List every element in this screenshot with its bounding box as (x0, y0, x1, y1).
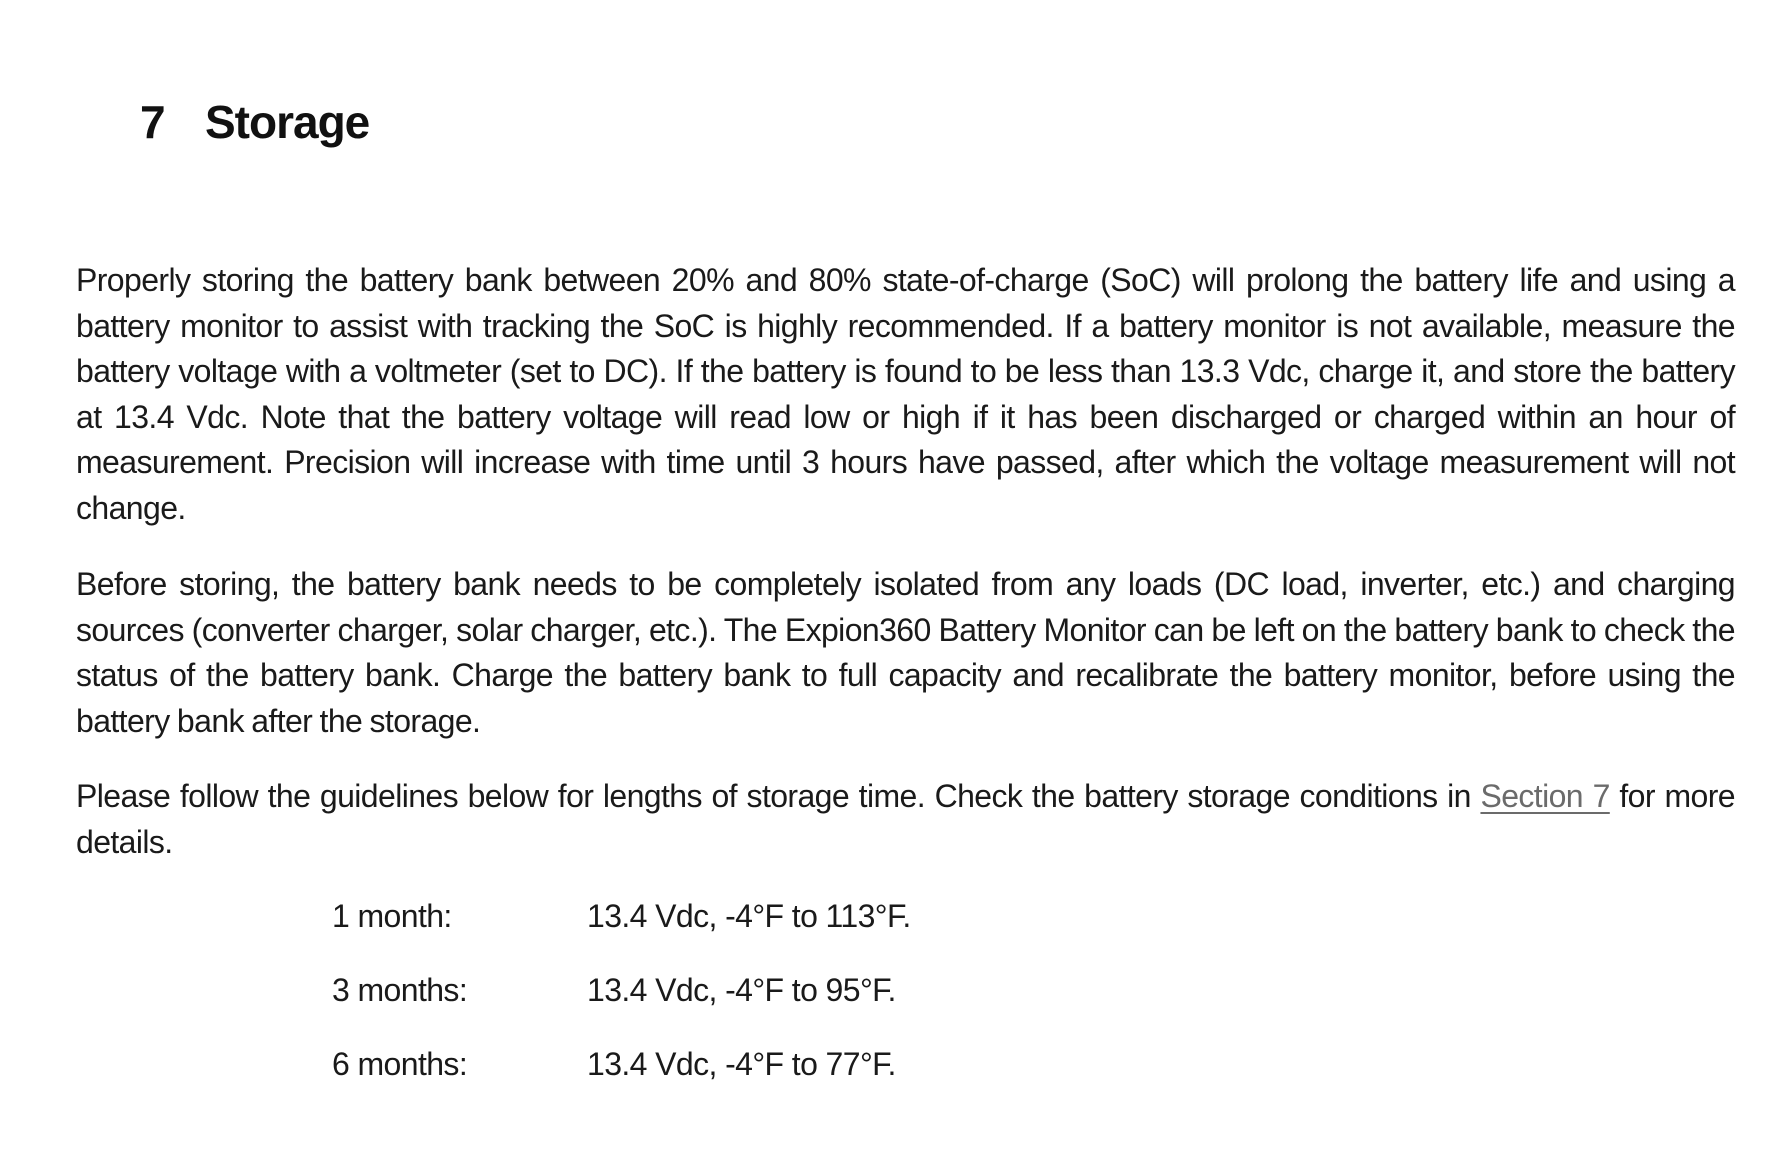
guideline-period: 3 months: (332, 972, 468, 1008)
paragraph-soc-guidance: Properly storing the battery bank between 20% and 80% state-of-charge (SoC) will prolong the battery life and using a battery monitor to assist with tracking the SoC is highly recommended. If a battery monitor is not available, measure the battery voltage with a voltmeter (set to DC). If the battery is found to be less than 13.3 Vdc, charge it, and store the battery at 13.4 Vdc. Note that the battery voltage will read low or high if it has been discharged or charged within an hour of measurement. Precision will increase with time until 3 hours have passed, after which the voltage measurement will not change. (76, 262, 1735, 526)
guideline-period: 6 months: (332, 1046, 468, 1082)
section-title: Storage (205, 96, 370, 148)
guideline-row (332, 964, 911, 1038)
paragraph-text-after-link: for more details. (76, 778, 1735, 860)
section-heading (140, 92, 369, 152)
guideline-condition: 13.4 Vdc, -4°F to 113°F. (587, 898, 911, 934)
guideline-row (332, 1038, 911, 1112)
guideline-period: 1 month: (332, 898, 452, 934)
guideline-row (332, 890, 911, 964)
paragraph-storage-time-intro (76, 774, 1735, 865)
guideline-condition: 13.4 Vdc, -4°F to 77°F. (587, 1046, 896, 1082)
paragraph-isolation-guidance: Before storing, the battery bank needs to be completely isolated from any loads (DC load, inverter, etc.) and charging sources (converter charger, solar charger, etc.). The Expion360 Battery Monitor can be left on the battery bank to check the status of the battery bank. Charge the battery bank to full capacity and recalibrate the battery monitor, before using the battery bank after the storage. (76, 566, 1735, 739)
paragraph-text-before-link: Please follow the guidelines below for lengths of storage time. Check the battery storage conditions in (76, 778, 1481, 814)
section-number: 7 (140, 96, 165, 148)
section-7-link[interactable]: Section 7 (1480, 778, 1610, 814)
guideline-condition: 13.4 Vdc, -4°F to 95°F. (587, 972, 896, 1008)
storage-guidelines-list (332, 890, 911, 1112)
